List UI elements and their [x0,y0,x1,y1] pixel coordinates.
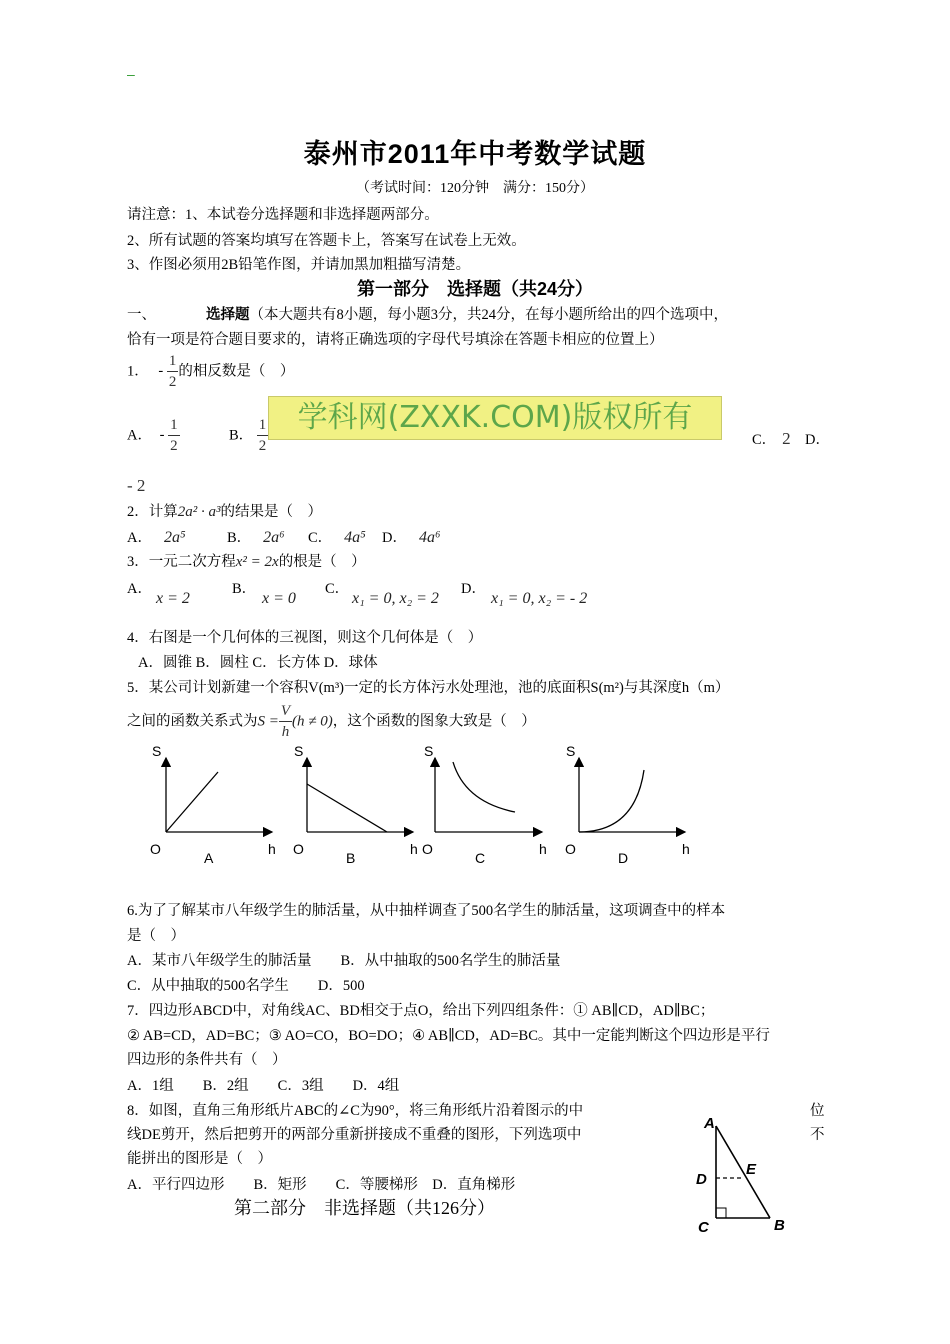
q1-d-value: - 2 [127,476,146,495]
q1-option-c [752,428,791,449]
q3-expression: x² = 2x [235,554,279,570]
q2-option-d [382,526,441,547]
q7-stem-1: 7．四边形ABCD中，对角线AC、BD相交于点O，给出下列四组条件：① AB∥CD，AD∥BC； [127,1003,715,1019]
graph-a-label: A [204,850,214,866]
graph-d-origin: O [565,841,576,857]
q5-formula-num: V [279,704,292,722]
q3-d-label: D． [461,581,486,597]
header-mark: – [127,66,135,82]
graph-b-x-label: h [410,841,418,857]
q8-stem-2: 线DE剪开，然后把剪开的两部分重新拼接成不重叠的图形，下列选项中 [127,1127,582,1143]
q8-stem-1-end: 位 [810,1103,825,1119]
q1-c-value: 2 [782,429,791,448]
q6-stem-1: 6.为了了解某市八年级学生的肺活量，从中抽样调查了500名学生的肺活量，这项调查中的样本 [127,903,726,919]
q1-minus: - [158,363,164,380]
q3-a-value: x = 2 [156,590,190,607]
q7-stem-3: 四边形的条件共有（ ） [127,1052,287,1068]
page-title: 泰州市2011年中考数学试题 [303,139,647,169]
q2-d-label: D． [382,530,407,546]
q5-graphs [140,740,700,870]
q3-a-label: A． [127,581,152,597]
graph-c [422,743,547,866]
q1-a-minus: - [159,427,165,444]
q8-options: A．平行四边形 B．矩形 C．等腰梯形 D．直角梯形 [127,1177,516,1193]
q2-option-a [127,526,186,547]
q8-vertex-c: C [698,1219,709,1236]
q8-vertex-e: E [746,1161,757,1178]
q2-option-c [308,526,366,547]
graph-d [565,743,690,866]
q1-num: 1 [167,354,179,372]
q5-formula-den: h [281,724,290,740]
q6-options-cd: C．从中抽取的500名学生 D．500 [127,978,365,994]
graph-c-label: C [475,850,486,866]
graph-d-x-label: h [682,841,690,857]
graph-b-label: B [346,850,356,866]
q2-a-value: 2a⁵ [163,529,186,546]
graph-c-curve [453,762,515,812]
q2-b-label: B． [227,530,252,546]
q1-d-label: D． [805,432,830,448]
q2-prefix: 2．计算 [127,504,178,520]
section1-num: 一、 [127,307,156,323]
q8-vertex-d: D [696,1171,707,1188]
q5-formula-s: S = [257,713,279,730]
q5-stem-2 [127,704,536,740]
q5-stem-1: 5．某公司计划新建一个容积V(m³)一定的长方体污水处理池，池的底面积S(m²)与其深度h（m） [127,680,730,696]
part1-title: 第一部分 选择题（共24分） [356,279,594,299]
q1-b-den: 2 [258,438,267,454]
q2-stem [127,500,322,521]
q4-options: A．圆锥 B．圆柱 C．长方体 D．球体 [138,655,378,671]
graph-a-y-label: S [152,743,162,759]
q2-stem-text: 的结果是（ ） [220,504,322,520]
q8-vertex-b: B [774,1217,785,1234]
q1-a-label: A． [127,427,152,444]
q3-stem-text: 的根是（ ） [278,554,366,570]
q1-stem-text: 的相反数是（ ） [178,363,295,380]
graph-c-origin: O [422,841,433,857]
q3-b-label: B． [232,581,257,597]
q2-b-value: 2a⁶ [263,529,285,546]
q1-a-fraction [168,418,180,454]
q6-stem-2: 是（ ） [127,928,185,944]
copyright-watermark: 学科网(ZXXK.COM)版权所有 [268,396,722,440]
q3-prefix: 3．一元二次方程 [127,554,236,570]
part2-title: 第二部分 非选择题（共126分） [234,1198,495,1218]
q8-vertex-a: A [704,1115,715,1132]
graph-b-origin: O [293,841,304,857]
q8-stem-2-end: 不 [810,1127,825,1143]
q1-c-label: C． [752,432,777,448]
q1-b-fraction [257,418,269,454]
q1-stem [127,354,294,390]
note-2: 2、所有试题的答案均填写在答题卡上，答案写在试卷上无效。 [127,233,526,249]
note-3: 3、作图必须用2B铅笔作图，并请加黑加粗描写清楚。 [127,257,471,273]
graph-a-x-label: h [268,841,276,857]
q2-c-label: C． [308,530,333,546]
q3-b-value: x = 0 [262,590,296,607]
q5-stem-2a: 之间的函数关系式为 [127,713,258,730]
q2-a-label: A． [127,530,152,546]
q2-option-b [227,526,285,547]
q2-d-value: 4a⁶ [418,529,441,546]
graph-a [150,743,276,866]
q6-options-ab: A．某市八年级学生的肺活量 B．从中抽取的500名学生的肺活量 [127,953,561,969]
note-1: 请注意：1、本试卷分选择题和非选择题两部分。 [127,207,439,223]
q5-formula-fraction [279,704,292,740]
exam-info: （考试时间：120分钟 满分：150分） [356,181,594,196]
graph-b-y-label: S [294,743,304,759]
q1-prefix: 1． [127,363,149,380]
q2-c-value: 4a⁵ [344,529,366,546]
q1-a-den: 2 [170,438,178,454]
section1-line1 [127,303,728,324]
q1-den: 2 [168,374,177,390]
q7-options: A．1组 B．2组 C．3组 D．4组 [127,1078,400,1094]
q8-triangle-figure [688,1108,798,1238]
q3-d-value: x₁ = 0, x₂ = - 2 [491,590,588,607]
graph-d-curve [579,770,644,832]
q8-stem-1: 8．如图，直角三角形纸片ABC的∠C为90°，将三角形纸片沿着图示的中 [127,1103,584,1119]
q5-stem-2b: ，这个函数的图象大致是（ ） [332,713,536,730]
graph-c-x-label: h [539,841,547,857]
q3-stem [127,550,366,571]
q4-stem: 4．右图是一个几何体的三视图，则这个几何体是（ ） [127,630,483,646]
q1-b-num: 1 [257,418,269,436]
q1-b-label: B． [229,427,254,444]
q1-a-num: 1 [168,418,180,436]
q2-expression: 2a² · a³ [177,504,221,520]
q1-option-a [127,418,180,454]
graph-a-curve [166,772,218,832]
graph-c-y-label: S [424,743,434,759]
section1-desc2: 恰有一项是符合题目要求的，请将正确选项的字母代号填涂在答题卡相应的位置上） [127,332,664,348]
graph-d-label: D [618,850,629,866]
q1-fraction [167,354,179,390]
q8-stem-3: 能拼出的图形是（ ） [127,1151,272,1167]
q3-c-label: C． [325,581,350,597]
graph-d-y-label: S [566,743,576,759]
section1-name: 选择题 [206,307,250,323]
q3-c-value: x₁ = 0, x₂ = 2 [352,590,439,607]
graph-a-origin: O [150,841,161,857]
section1-desc1: （本大题共有8小题，每小题3分，共24分，在每小题所给出的四个选项中， [249,307,728,323]
graph-b-curve [307,784,387,832]
q5-formula-cond: (h ≠ 0) [292,713,333,730]
q7-stem-2: ② AB=CD，AD=BC；③ AO=CO，BO=DO；④ AB∥CD，AD=BC。其中一定能判断这个四边形是平行 [127,1028,770,1044]
graph-b [293,743,418,866]
q1-option-b [229,418,268,454]
